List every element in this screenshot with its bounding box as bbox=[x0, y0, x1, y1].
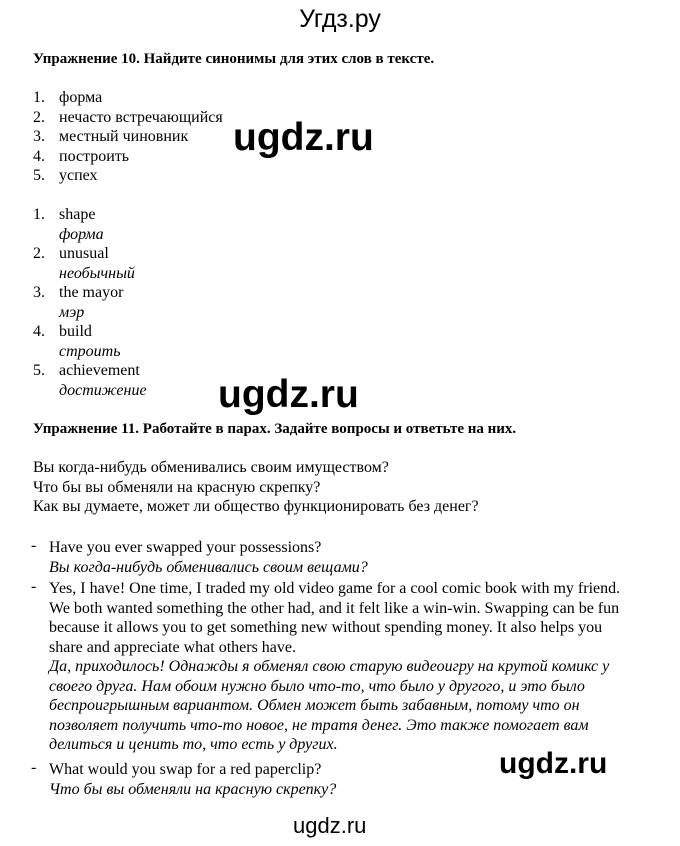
dialogue-en: What would you swap for a red paperclip? bbox=[49, 761, 322, 778]
answer-translation: форма bbox=[59, 225, 104, 243]
watermark: ugdz.ru bbox=[233, 116, 374, 159]
question-line: Что бы вы обменяли на красную скрепку? bbox=[33, 478, 321, 496]
dash-bullet: - bbox=[31, 759, 37, 776]
list-item: 2. нечасто встречающийся bbox=[33, 108, 223, 126]
answer-item: 5. achievement bbox=[33, 362, 140, 379]
question-line: Вы когда-нибудь обменивались своим имуществом? bbox=[33, 459, 389, 476]
list-item: 3. местный чиновник bbox=[33, 128, 189, 145]
site-title: Угдз.ру bbox=[299, 5, 381, 33]
answer-translation: мэр bbox=[59, 303, 85, 321]
dash-bullet: - bbox=[31, 537, 37, 554]
answer-item: 4. build bbox=[33, 323, 92, 340]
exercise-11-heading: Упражнение 11. Работайте в парах. Задайте вопросы и ответьте на них. bbox=[33, 421, 517, 437]
dialogue-en: Yes, I have! One time, I traded my old video game for a cool comic book with my friend. We both wanted something the other had, and it felt like a win-win. Swapping can be fun because it allows you to get something new without spending money. It also helps you share and appreciate what others have. bbox=[49, 580, 621, 656]
answer-translation: необычный bbox=[59, 264, 135, 282]
dialogue-ru: Что бы вы обменяли на красную скрепку? bbox=[49, 780, 337, 798]
answer-translation: достижение bbox=[59, 381, 147, 399]
watermark: ugdz.ru bbox=[293, 813, 367, 838]
dialogue-ru: Вы когда-нибудь обменивались своим вещами? bbox=[49, 558, 368, 576]
dash-bullet: - bbox=[31, 578, 37, 595]
answer-item: 1. shape bbox=[33, 206, 96, 223]
watermark: ugdz.ru bbox=[218, 373, 359, 416]
answer-item: 2. unusual bbox=[33, 245, 109, 262]
answer-item: 3. the mayor bbox=[33, 284, 124, 301]
dialogue-en: Have you ever swapped your possessions? bbox=[49, 539, 322, 556]
dialogue-ru: Да, приходилось! Однажды я обменял свою старую видеоигру на крутой комикс у своего друга. Нам обоим нужно было что-то, что было у другого, и это было беспроигрышным вариантом. Обмен может быть забавным, потому что он позволяет получить что-то новое, не тратя денег. Это также помогает вам делиться и ценить то, что есть у других. bbox=[49, 658, 610, 753]
answer-translation: строить bbox=[59, 342, 121, 360]
list-item: 4. построить bbox=[33, 147, 130, 165]
question-line: Как вы думаете, может ли общество функционировать без денег? bbox=[33, 498, 479, 515]
watermark: ugdz.ru bbox=[499, 747, 608, 780]
list-item: 5. успех bbox=[33, 167, 98, 184]
list-item: 1. форма bbox=[33, 89, 103, 106]
exercise-10-heading: Упражнение 10. Найдите синонимы для этих слов в тексте. bbox=[33, 51, 435, 67]
